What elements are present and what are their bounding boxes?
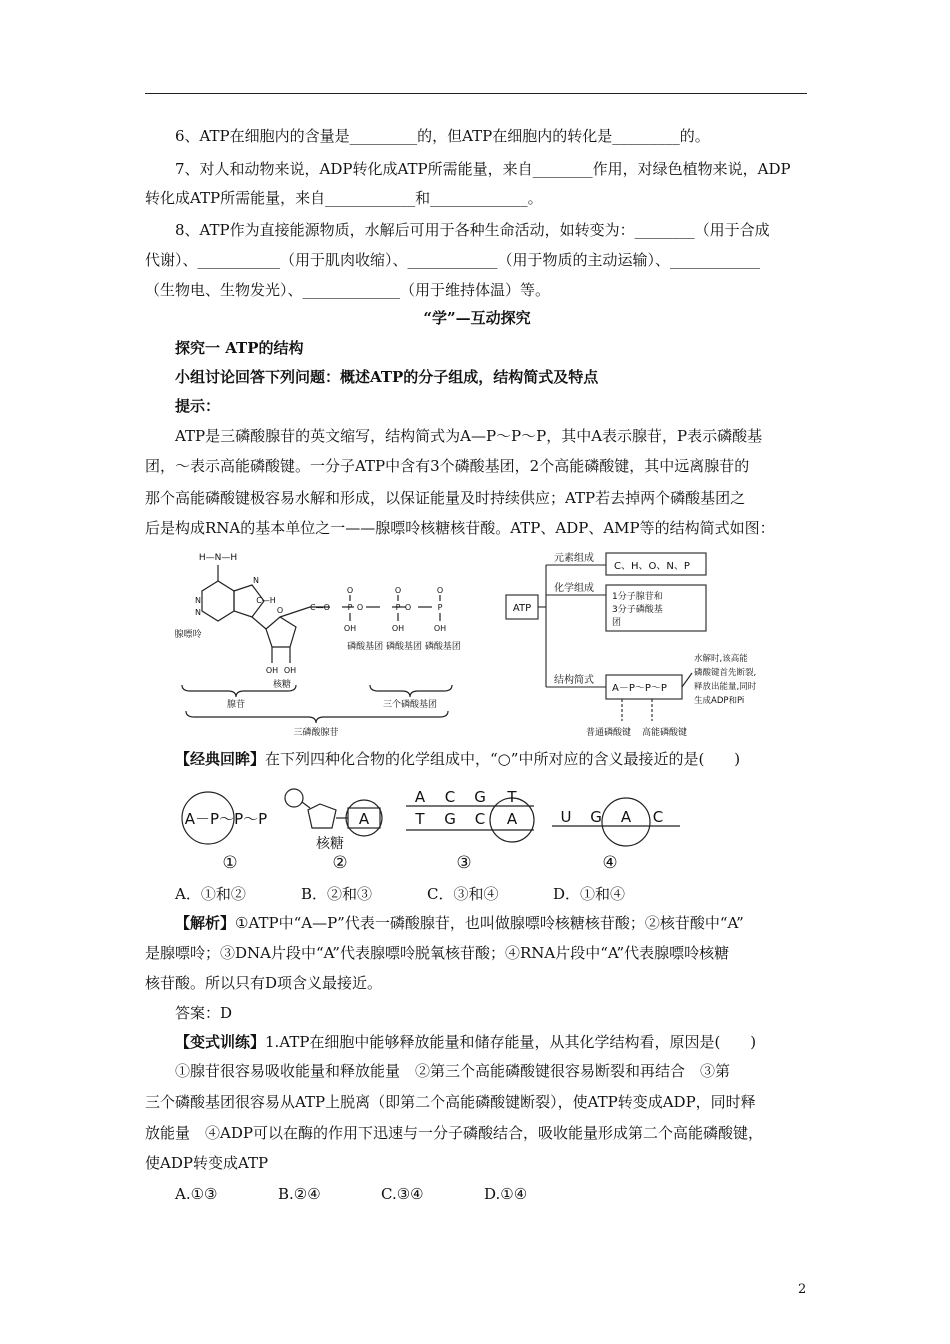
compound-num-3: ③ — [456, 853, 472, 873]
note-4: 生成ADP和Pi — [694, 696, 745, 706]
compound-num-4: ④ — [602, 853, 618, 873]
chem-label: 化学组成 — [554, 583, 594, 594]
dna-top-2: C — [444, 788, 456, 806]
compound-num-2: ② — [332, 853, 348, 873]
chem-line-2: 3分子磷酸基 — [612, 605, 663, 615]
rna-4: C — [652, 808, 664, 826]
high-bond-label: 高能磷酸键 — [642, 728, 688, 738]
variant-line-2: 三个磷酸基团很容易从ATP上脱离（即第二个高能磷酸键断裂），使ATP转变成ADP，同时释 — [145, 1093, 756, 1111]
svg-text:N: N — [253, 576, 259, 585]
svg-text:P: P — [395, 603, 401, 612]
classic-question-text: 在下列四种化合物的化学组成中，“○”中所对应的含义最接近的是( ) — [265, 750, 741, 768]
svg-text:O: O — [356, 603, 364, 612]
atp-name-label: 三磷酸腺苷 — [293, 728, 339, 738]
chem-line-3: 团 — [612, 618, 622, 628]
svg-text:OH: OH — [265, 666, 279, 675]
compound-2-a: A — [358, 810, 370, 828]
phosphate-groups-label: 磷酸基团 磷酸基团 磷酸基团 — [347, 642, 461, 652]
explore-title: 探究一 ATP的结构 — [175, 339, 304, 357]
options-classic — [175, 884, 809, 904]
option-c: C．③和④ — [427, 885, 499, 903]
svg-text:N: N — [195, 608, 201, 617]
dna-top-3: G — [474, 788, 486, 806]
compound-2-label: 核糖 — [316, 836, 344, 852]
atp-structure-figure — [170, 545, 500, 745]
note-1: 水解时,该高能 — [694, 654, 748, 664]
page-number: 2 — [798, 1282, 807, 1297]
rna-3: A — [620, 808, 632, 826]
variant-line-1: ①腺苷很容易吸收能量和释放能量 ②第三个高能磷酸键很容易断裂和再结合 ③第 — [175, 1062, 731, 1080]
line-q7a: 7、对人和动物来说，ADP转化成ATP所需能量，来自________作用，对绿色植物来说，ADP — [175, 160, 791, 178]
analysis-line-3: 核苷酸。所以只有D项含义最接近。 — [145, 974, 383, 992]
variant-line-4: 使ADP转变成ATP — [145, 1154, 269, 1172]
hint-label: 提示： — [175, 397, 221, 415]
line-q6: 6、ATP在细胞内的含量是_________的，但ATP在细胞内的转化是_________的。 — [175, 127, 710, 145]
chem-line-1: 1分子腺苷和 — [612, 592, 663, 602]
classic-tag: 【经典回眸】 — [175, 750, 266, 768]
option-a: A．①和② — [175, 885, 246, 903]
elements-label: 元素组成 — [554, 553, 594, 564]
note-2: 磷酸键首先断裂, — [694, 668, 757, 678]
svg-text:O: O — [276, 606, 284, 615]
variant-line-3: 放能量 ④ADP可以在酶的作用下迅速与一分子磷酸结合，吸收能量形成第二个高能磷酸键， — [145, 1124, 763, 1142]
svg-text:C—O: C—O — [310, 603, 330, 612]
svg-text:O: O — [436, 586, 444, 595]
svg-text:OH: OH — [343, 624, 357, 633]
option2-b: B.②④ — [278, 1185, 321, 1203]
hint-line-3: 那个高能磷酸键极容易水解和形成，以保证能量及时持续供应；ATP若去掉两个磷酸基团之 — [145, 489, 746, 507]
formula: A－P～P～P — [612, 683, 667, 694]
elements-value: C、H、O、N、P — [614, 561, 690, 572]
header-rule — [145, 93, 807, 94]
amino-label: H—N—H — [198, 553, 238, 563]
line-q7b: 转化成ATP所需能量，来自____________和_____________。 — [145, 189, 543, 207]
variant-question-text: 1.ATP在细胞中能够释放能量和储存能量，从其化学结构看，原因是( ) — [265, 1033, 757, 1051]
dna-bottom-1: T — [415, 810, 425, 828]
svg-text:O: O — [404, 603, 412, 612]
note-3: 释放出能量,同时 — [694, 682, 757, 692]
svg-text:O: O — [394, 586, 402, 595]
variant-tag: 【变式训练】 — [175, 1033, 266, 1051]
svg-text:O: O — [346, 586, 354, 595]
atp-concept-diagram — [502, 545, 802, 745]
dna-bottom-2: G — [444, 810, 456, 828]
analysis-line-1 — [175, 913, 809, 933]
option-d: D．①和④ — [553, 885, 626, 903]
compound-1-text: A－P～P～P — [184, 810, 268, 828]
ribose-label: 核糖 — [272, 680, 292, 690]
svg-text:C—H: C—H — [256, 596, 276, 605]
option2-d: D.①④ — [484, 1185, 528, 1203]
option-b: B．②和③ — [301, 885, 373, 903]
dna-bottom-3: C — [474, 810, 486, 828]
svg-text:OH: OH — [283, 666, 297, 675]
discussion-question: 小组讨论回答下列问题：概述ATP的分子组成，结构简式及特点 — [175, 368, 599, 386]
three-phosphates-label: 三个磷酸基团 — [382, 700, 438, 710]
line-q8c: （生物电、生物发光）、_____________（用于维持体温）等。 — [145, 281, 551, 299]
dna-top-4: T — [507, 788, 517, 806]
dna-top-1: A — [414, 788, 426, 806]
adenosine-label: 腺苷 — [226, 700, 246, 710]
option2-a: A.①③ — [175, 1185, 218, 1203]
answer-line: 答案：D — [175, 1004, 233, 1022]
rna-2: G — [590, 808, 602, 826]
section-title: “学”—互动探究 — [423, 309, 531, 327]
svg-text:P: P — [437, 603, 443, 612]
dna-bottom-4: A — [506, 810, 518, 828]
svg-text:OH: OH — [391, 624, 405, 633]
line-q8a: 8、ATP作为直接能源物质，水解后可用于各种生命活动，如转变为：________（用于合成 — [175, 221, 770, 239]
struct-label: 结构简式 — [554, 675, 594, 686]
options-variant — [175, 1184, 809, 1204]
analysis-text-1: ①ATP中“A—P”代表一磷酸腺苷，也叫做腺嘌呤核糖核苷酸；②核苷酸中“A” — [235, 914, 744, 932]
analysis-line-2: 是腺嘌呤；③DNA片段中“A”代表腺嘌呤脱氧核苷酸；④RNA片段中“A”代表腺嘌呤核糖 — [145, 944, 730, 962]
hint-line-2: 团，～表示高能磷酸键。一分子ATP中含有3个磷酸基团，2个高能磷酸键，其中远离腺苷的 — [145, 457, 750, 475]
compound-num-1: ① — [222, 853, 238, 873]
compounds-figure — [172, 780, 692, 880]
line-q8b: 代谢）、___________（用于肌肉收缩）、____________（用于物质的主动运输）、____________ — [145, 251, 761, 269]
svg-text:P: P — [347, 603, 353, 612]
svg-text:OH: OH — [433, 624, 447, 633]
hint-line-1: ATP是三磷酸腺苷的英文缩写，结构简式为A—P～P～P，其中A表示腺苷，P表示磷酸基 — [175, 427, 763, 445]
normal-bond-label: 普通磷酸键 — [586, 728, 632, 738]
adenine-label: 腺嘌呤 — [174, 630, 202, 640]
rna-1: U — [560, 808, 572, 826]
atp-root: ATP — [512, 603, 532, 614]
svg-text:N: N — [195, 596, 201, 605]
analysis-tag: 【解析】 — [175, 914, 236, 932]
variant-question — [175, 1032, 809, 1052]
option2-c: C.③④ — [381, 1185, 424, 1203]
hint-line-4: 后是构成RNA的基本单位之一——腺嘌呤核糖核苷酸。ATP、ADP、AMP等的结构简式如图： — [145, 519, 775, 537]
classic-question — [175, 749, 809, 769]
